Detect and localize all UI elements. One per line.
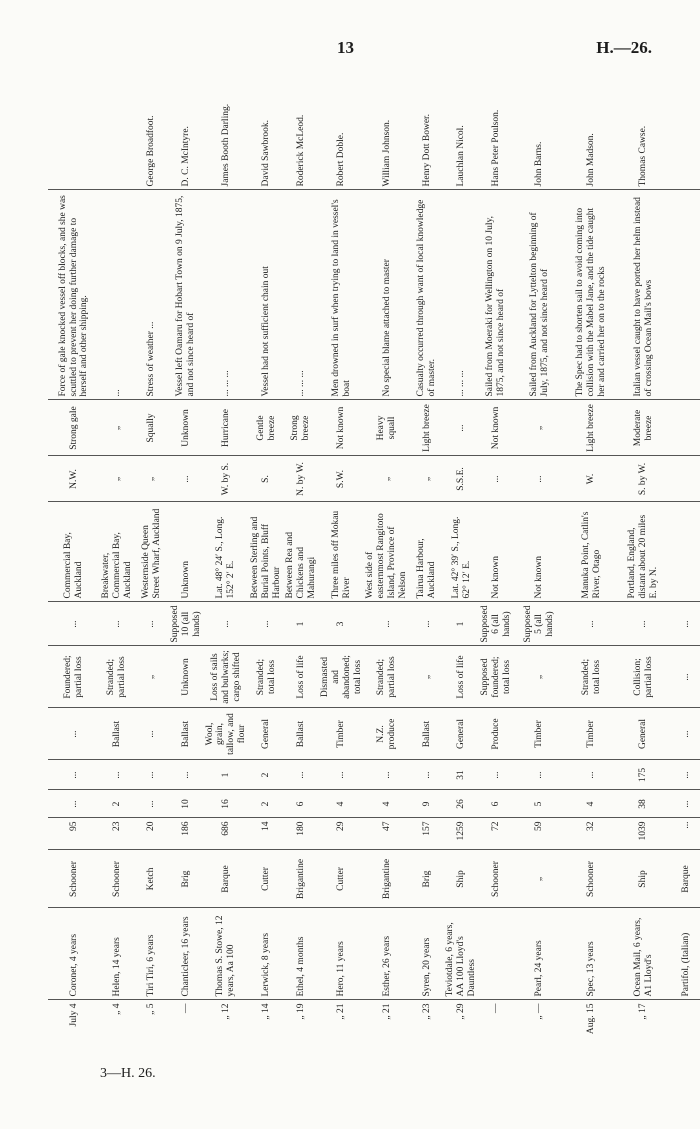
table-cell: ... (284, 760, 319, 790)
table-cell: ... (249, 602, 284, 646)
table-row (48, 60, 100, 1050)
table-cell: Sailed from Moeraki for Wellington on 10 July, 1875, and not since heard of (479, 190, 514, 400)
table-cell: ... (100, 602, 135, 646)
table-cell: Tairua Harbour, Auckland (410, 502, 444, 602)
table-cell: Schooner (100, 850, 135, 908)
table-cell: 95 (48, 818, 100, 850)
table-cell: — (490, 1003, 501, 1013)
table-cell: 1039 (618, 818, 670, 850)
table-cell: Ketch (135, 850, 169, 908)
table-cell: „ 21 (381, 1003, 392, 1020)
table-cell: Three miles off Mokau River (319, 502, 365, 602)
table-cell: 180 (284, 818, 319, 850)
table-cell: 14 (249, 818, 284, 850)
table-cell: „ 19 (295, 1003, 306, 1020)
table-cell: Between Rea and Chickens and Mahurangi (284, 502, 319, 602)
table-cell: Brigantine (364, 850, 410, 908)
table-cell: 5 (514, 790, 566, 818)
table-cell: S.S.E. (444, 456, 479, 502)
table-cell (670, 400, 700, 456)
table-cell: Vessel left Oamaru for Hobart Town on 9 July, 1875, and not since heard of (169, 190, 204, 400)
table-cell: Italian vessel caught to have ported her helm instead of crossing Ocean Mail's bows (618, 190, 670, 400)
table-cell: 72 (479, 818, 514, 850)
table-cell: Commercial Bay, Auckland (48, 502, 100, 602)
table-cell: ... (479, 760, 514, 790)
table-row (670, 60, 700, 1050)
table-cell: George Broadfoot. (135, 60, 169, 190)
table-cell: 4 (566, 790, 618, 818)
table-cell: „ 17 (638, 1003, 649, 1020)
table-cell: 20 (135, 818, 169, 850)
wreck-table (48, 60, 692, 1050)
table-cell: „ 4 (111, 1003, 122, 1015)
table-cell: 175 (618, 760, 670, 790)
table-cell: ... (670, 790, 700, 818)
table-cell: Stress of weather ... (135, 190, 169, 400)
table-cell (670, 190, 700, 400)
table-cell: Tiri Tiri, 6 years (135, 908, 169, 1000)
table-cell: 26 (444, 790, 479, 818)
table-cell: Not known (514, 502, 566, 602)
table-cell: Ocean Mail, 6 years, A1 Lloyd's (618, 908, 670, 1000)
table-cell: 47 (364, 818, 410, 850)
table-cell: The Spec had to shorten sail to avoid coming into collision with the Mabel Jane, and the tide caught her and carried her on to the rocks (566, 190, 618, 400)
table-cell: Vessel had not sufficient chain out (249, 190, 284, 400)
table-cell: 4 (364, 790, 410, 818)
table-cell: ... (48, 602, 100, 646)
table-cell: 23 (100, 818, 135, 850)
table-cell: „ 12 (220, 1003, 231, 1020)
table-cell: Supposed 6 (all hands) (479, 602, 514, 646)
table-cell: Heavy squall (364, 400, 410, 456)
table-cell: ... ... ... (284, 190, 319, 400)
table-cell: Light breeze (566, 400, 618, 456)
table-cell: ... (670, 818, 700, 850)
table-cell: 10 (169, 790, 204, 818)
table-row (364, 60, 410, 1050)
table-cell: Thomas S. Stowe, 12 years, Aa 100 (204, 908, 250, 1000)
table-cell: 157 (410, 818, 444, 850)
table-cell: Squally (135, 400, 169, 456)
table-cell: 3 (319, 602, 365, 646)
table-cell: „ 21 (336, 1003, 347, 1020)
table-cell: ... (479, 456, 514, 502)
table-cell: „ (364, 456, 410, 502)
table-cell: Lauchlan Nicol. (444, 60, 479, 190)
table-cell: 4 (319, 790, 365, 818)
table-cell (100, 60, 135, 190)
table-row (100, 60, 135, 1050)
table-cell: ... ... ... (444, 190, 479, 400)
table-cell: „ (514, 646, 566, 708)
table-cell: N.W. (48, 456, 100, 502)
table-cell: ... (566, 760, 618, 790)
table-cell: Sailed from Auckland for Lyttelton beginning of July, 1875, and not since heard of (514, 190, 566, 400)
table-cell: Hans Peter Poulson. (479, 60, 514, 190)
table-cell: Stranded; partial loss (364, 646, 410, 708)
table-cell: Stranded; total loss (566, 646, 618, 708)
table-cell: — (180, 1003, 191, 1013)
table-cell: ... (319, 760, 365, 790)
table-cell: Unknown (169, 646, 204, 708)
table-cell: „ — (534, 1003, 545, 1020)
table-cell: ... (410, 602, 444, 646)
page-number: 13 (337, 38, 354, 57)
table-cell: ... (364, 602, 410, 646)
table-cell: Not known (479, 502, 514, 602)
table-cell: ... (135, 790, 169, 818)
table-cell: Spec, 13 years (566, 908, 618, 1000)
table-cell: Casualty occurred through want of local knowledge of master. (410, 190, 444, 400)
table-cell: Breakwater, Commercial Bay, Auckland (100, 502, 135, 602)
table-cell (48, 60, 100, 190)
table-cell: „ 14 (261, 1003, 272, 1020)
table-cell: Hero, 11 years (319, 908, 365, 1000)
table-cell: Moderate breeze (618, 400, 670, 456)
table-cell: Teviotdale, 6 years, AA 100 Lloyd's Dauntless (444, 908, 479, 1000)
table-cell: Dismasted and abandoned; total loss (319, 646, 365, 708)
table-cell: Not known (319, 400, 365, 456)
table-cell: Partifol, (Italian) (670, 908, 700, 1000)
table-cell: ... (100, 760, 135, 790)
table-cell: Brigantine (284, 850, 319, 908)
table-cell: ... (364, 760, 410, 790)
table-cell: 6 (284, 790, 319, 818)
table-cell: „ (135, 646, 169, 708)
table-cell: Unknown (169, 400, 204, 456)
table-cell: 29 (319, 818, 365, 850)
table-cell: ... ... ... (204, 190, 250, 400)
page-footer: 3—H. 26. (100, 1066, 156, 1081)
table-row (410, 60, 444, 1050)
table-cell: ... (48, 790, 100, 818)
table-row (566, 60, 618, 1050)
table-cell: „ 5 (146, 1003, 157, 1015)
table-cell: Ballast (100, 708, 135, 760)
table-cell: ... (670, 646, 700, 708)
table-cell: 2 (249, 790, 284, 818)
table-row (249, 60, 284, 1050)
table-cell: Unknown (169, 502, 204, 602)
table-cell: ... (618, 602, 670, 646)
table-cell: David Sawbrook. (249, 60, 284, 190)
table-cell: ... (48, 760, 100, 790)
table-cell: „ (410, 646, 444, 708)
table-cell: Barque (204, 850, 250, 908)
table-cell: 2 (100, 790, 135, 818)
table-cell: Syren, 20 years (410, 908, 444, 1000)
table-cell: W. (566, 456, 618, 502)
table-row (479, 60, 514, 1050)
table-cell: ... (204, 602, 250, 646)
table-cell: West side of easternmost Rangitoto Island, Province of Nelson (364, 502, 410, 602)
table-cell: „ 29 (456, 1003, 467, 1020)
table-cell: Collision; partial loss (618, 646, 670, 708)
table-cell (670, 60, 700, 190)
table-cell: ... (566, 602, 618, 646)
table-cell: Lat. 48° 24′ S., Long. 152° 2′ E. (204, 502, 250, 602)
table-cell: „ (100, 400, 135, 456)
table-cell: Ship (444, 850, 479, 908)
table-cell: 9 (410, 790, 444, 818)
table-cell: Ballast (410, 708, 444, 760)
table-cell: Lerwick, 8 years (249, 908, 284, 1000)
table-cell: Stranded; partial loss (100, 646, 135, 708)
table-cell: „ (135, 456, 169, 502)
table-cell: ... (444, 400, 479, 456)
table-cell: ... (514, 760, 566, 790)
table-cell: James Booth Darling. (204, 60, 250, 190)
table-cell: D. C. McIntyre. (169, 60, 204, 190)
table-cell: Strong breeze (284, 400, 319, 456)
table-cell: Strong gale (48, 400, 100, 456)
table-cell: Gentle breeze (249, 400, 284, 456)
table-cell: ... (670, 708, 700, 760)
table-row (444, 60, 479, 1050)
table-cell: Loss of life (284, 646, 319, 708)
table-cell: ... (48, 708, 100, 760)
table-cell: „ (514, 850, 566, 908)
table-cell: Cutter (319, 850, 365, 908)
table-cell: ... (135, 708, 169, 760)
table-cell: Supposed 10 (all hands) (169, 602, 204, 646)
table-cell: John Barns. (514, 60, 566, 190)
table-cell: Schooner (48, 850, 100, 908)
table-cell: 1259 (444, 818, 479, 850)
table-cell: Roderick McLeod. (284, 60, 319, 190)
table-cell: Coronet, 4 years (48, 908, 100, 1000)
table-cell: ... (514, 456, 566, 502)
table-cell: John Madson. (566, 60, 618, 190)
table-cell: Henry Dott Bower. (410, 60, 444, 190)
table-cell: 1 (204, 760, 250, 790)
table-cell: 6 (479, 790, 514, 818)
table-cell (479, 908, 514, 1000)
table-cell: ... (410, 760, 444, 790)
table-cell: „ (514, 400, 566, 456)
table-cell: Lat. 42° 39′ S., Long. 62° 12′ E. (444, 502, 479, 602)
table-cell: N.Z. produce (364, 708, 410, 760)
table-cell: Chanticleer, 16 years (169, 908, 204, 1000)
table-cell: Barque (670, 850, 700, 908)
table-cell: Pearl, 24 years (514, 908, 566, 1000)
table-cell: William Johnson. (364, 60, 410, 190)
table-cell: 59 (514, 818, 566, 850)
table-cell: 16 (204, 790, 250, 818)
table-cell: Ship (618, 850, 670, 908)
table-cell: Manuka Point, Catlin's River, Otago (566, 502, 618, 602)
table-cell: Esther, 26 years (364, 908, 410, 1000)
table-cell: „ (100, 456, 135, 502)
table-cell: Brig (410, 850, 444, 908)
table-cell: Timber (514, 708, 566, 760)
table-cell: Schooner (566, 850, 618, 908)
table-cell: „ (410, 456, 444, 502)
table-cell: Westernside Queen Street Wharf, Auckland (135, 502, 169, 602)
table-cell: Not known (479, 400, 514, 456)
table-cell: ... (135, 602, 169, 646)
table-cell: ... (670, 760, 700, 790)
table-cell: W. by S. (204, 456, 250, 502)
table-cell: Schooner (479, 850, 514, 908)
table-cell: 1 (444, 602, 479, 646)
table-cell: 1 (284, 602, 319, 646)
table-cell: Supposed 5 (all hands) (514, 602, 566, 646)
table-row (204, 60, 250, 1050)
table-cell: ... (100, 190, 135, 400)
table-cell: S. (249, 456, 284, 502)
table-cell: Timber (566, 708, 618, 760)
table-cell: 686 (204, 818, 250, 850)
table-cell: Foundered; partial loss (48, 646, 100, 708)
table-cell: General (618, 708, 670, 760)
table-cell: General (249, 708, 284, 760)
table-cell: Timber (319, 708, 365, 760)
table-cell: Ethel, 4 months (284, 908, 319, 1000)
table-cell: Between Sterling and Burial Points, Bluff Harbour (249, 502, 284, 602)
table-cell: Brig (169, 850, 204, 908)
table-cell: Loss of sails and bulwarks; cargo shifted (204, 646, 250, 708)
table-cell: Ballast (169, 708, 204, 760)
table-row (319, 60, 365, 1050)
table-cell: Loss of life (444, 646, 479, 708)
table-cell: 31 (444, 760, 479, 790)
table-cell: Cutter (249, 850, 284, 908)
table-cell: 186 (169, 818, 204, 850)
table-cell (670, 456, 700, 502)
table-cell: 38 (618, 790, 670, 818)
table-cell: ... (169, 760, 204, 790)
table-cell: Helen, 14 years (100, 908, 135, 1000)
table-cell: S. by W. (618, 456, 670, 502)
table-cell: General (444, 708, 479, 760)
table-cell: Produce (479, 708, 514, 760)
table-cell: Ballast (284, 708, 319, 760)
table-cell: No special blame attached to master (364, 190, 410, 400)
table-cell: ... (169, 456, 204, 502)
table-cell: Thomas Cawse. (618, 60, 670, 190)
table-cell: 32 (566, 818, 618, 850)
table-cell: Men drowned in surf when trying to land in vessel's boat (319, 190, 365, 400)
table-cell: Stranded; total loss (249, 646, 284, 708)
table-cell: Portland, England, distant about 20 miles E. by N. (618, 502, 670, 602)
page-reference: H.—26. (596, 38, 652, 57)
table-cell: 2 (249, 760, 284, 790)
table-cell: Robert Doble. (319, 60, 365, 190)
table-cell: ... (135, 760, 169, 790)
table-cell: „ 23 (421, 1003, 432, 1020)
table-row (514, 60, 566, 1050)
table-row (169, 60, 204, 1050)
table-cell: Light breeze (410, 400, 444, 456)
table-cell: Force of gale knocked vessel off blocks, and she was scuttled to prevent her doing further damage to herself and other shipping. (48, 190, 100, 400)
table-cell: Wool, grain, tallow, and flour (204, 708, 250, 760)
table-cell: S.W. (319, 456, 365, 502)
table-cell: Hurricane (204, 400, 250, 456)
table-row (135, 60, 169, 1050)
table-cell: N. by W. (284, 456, 319, 502)
table-cell: Supposed foundered; total loss (479, 646, 514, 708)
table-cell (670, 1000, 700, 1050)
table-row (618, 60, 670, 1050)
table-cell: July 4 (68, 1003, 79, 1027)
table-cell (670, 502, 700, 602)
table-cell: Aug. 15 (586, 1003, 597, 1035)
table-cell: ... (670, 602, 700, 646)
table-row (284, 60, 319, 1050)
